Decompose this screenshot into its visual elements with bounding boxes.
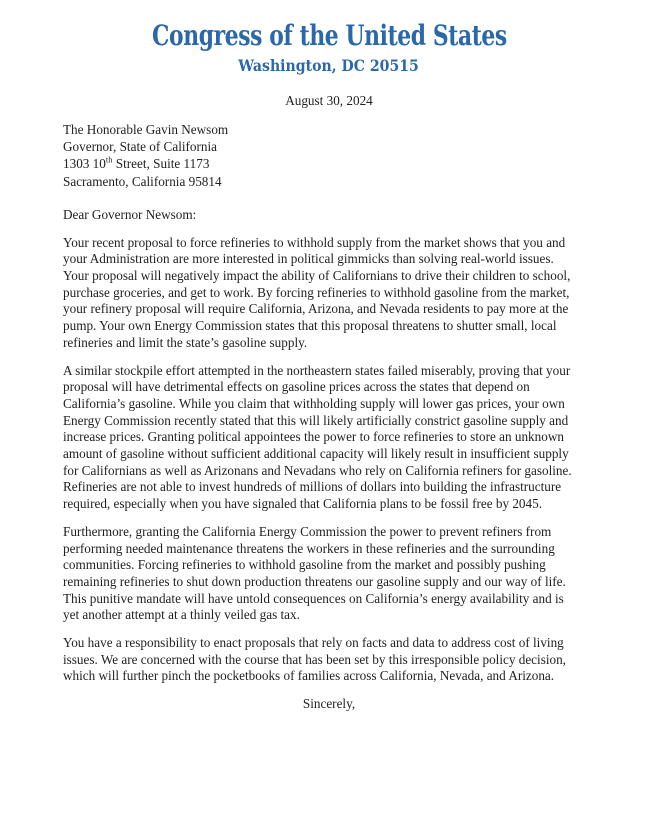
letter-date: August 30, 2024 [285, 93, 373, 108]
body-paragraph [63, 235, 595, 352]
text-line: A similar stockpile effort attempted in the northeastern states failed miserably, proving that your [63, 362, 571, 378]
text-line: purchase groceries, and get to work. By forcing refineries to withhold gasoline from the market, [63, 284, 570, 300]
body-paragraph [63, 635, 595, 685]
text-line: yet another attempt at a thinly veiled gas tax. [63, 607, 300, 623]
body-paragraph [63, 524, 595, 624]
salutation: Dear Governor Newsom: [63, 206, 197, 222]
body-paragraph [63, 363, 595, 513]
recipient-street-rest: Street, Suite 1173 [112, 156, 210, 172]
text-line: remaining refineries to shut down production threatens our gasoline supply and our way of life. [63, 573, 566, 589]
recipient-name: The Honorable Gavin Newsom [63, 121, 229, 137]
letterhead-subtitle-row [63, 57, 595, 76]
text-line: Your recent proposal to force refineries to withhold supply from the market shows that you and [63, 234, 566, 250]
text-line: for Californians as well as Arizonans and Nevadans who rely on California refiners for gasoline. [63, 462, 572, 478]
recipient-address-block [63, 121, 595, 190]
text-line: Furthermore, granting the California Energy Commission the power to prevent refiners from [63, 523, 552, 539]
text-line: which will further pinch the pocketbooks of families across California, Nevada, and Arizona. [63, 668, 555, 684]
letterhead-subtitle: Washington, DC 20515 [238, 56, 420, 75]
letterhead-title: Congress of the United States [151, 19, 507, 52]
text-line: California’s gasoline. While you claim that withholding supply will lower gas prices, your own [63, 395, 565, 411]
text-line: increase prices. Granting political appointees the power to force refineries to store an unknown [63, 429, 564, 445]
recipient-street-ordinal: th [105, 154, 113, 165]
recipient-street-number: 1303 10 [63, 156, 106, 172]
text-line: refineries and limit the state’s gasoline supply. [63, 334, 308, 350]
text-line: your refinery proposal will require California, Arizona, and Nevada residents to pay more at the [63, 301, 569, 317]
text-line: pump. Your own Energy Commission states that this proposal threatens to shutter small, local [63, 318, 557, 334]
text-line: your Administration are more interested in political gimmicks than solving real-world issues. [63, 251, 554, 267]
text-line: performing needed maintenance threatens the workers in these refineries and the surrounding [63, 540, 555, 556]
letter-body [63, 235, 595, 686]
text-line: Refineries are not able to invest hundreds of millions of dollars into building the infrastructure [63, 479, 562, 495]
text-line: proposal will have detrimental effects on gasoline prices across the states that depend on [63, 379, 530, 395]
recipient-street [63, 155, 595, 172]
text-line: amount of gasoline without sufficient additional capacity will likely result in insufficient supply [63, 446, 569, 462]
recipient-city: Sacramento, California 95814 [63, 173, 222, 189]
text-line: Your proposal will negatively impact the ability of Californians to drive their children to school, [63, 268, 571, 283]
closing-sincerely: Sincerely, [302, 696, 356, 712]
recipient-title: Governor, State of California [63, 139, 218, 154]
text-line: required, especially when you have signaled that California plans to be fossil free by 2045. [63, 496, 543, 512]
text-line: You have a responsibility to enact proposals that rely on facts and data to address cost of living [63, 635, 564, 651]
text-line: communities. Forcing refineries to withhold gasoline from the market and possibly pushing [63, 557, 546, 573]
text-line: This punitive mandate will have untold consequences on California’s energy availability and is [63, 590, 564, 606]
text-line: Energy Commission recently stated that this will likely artificially constrict gasoline supply and [63, 412, 569, 428]
text-line: issues. We are concerned with the course that has been set by this irresponsible policy decision, [63, 651, 566, 667]
letterhead [63, 19, 595, 52]
